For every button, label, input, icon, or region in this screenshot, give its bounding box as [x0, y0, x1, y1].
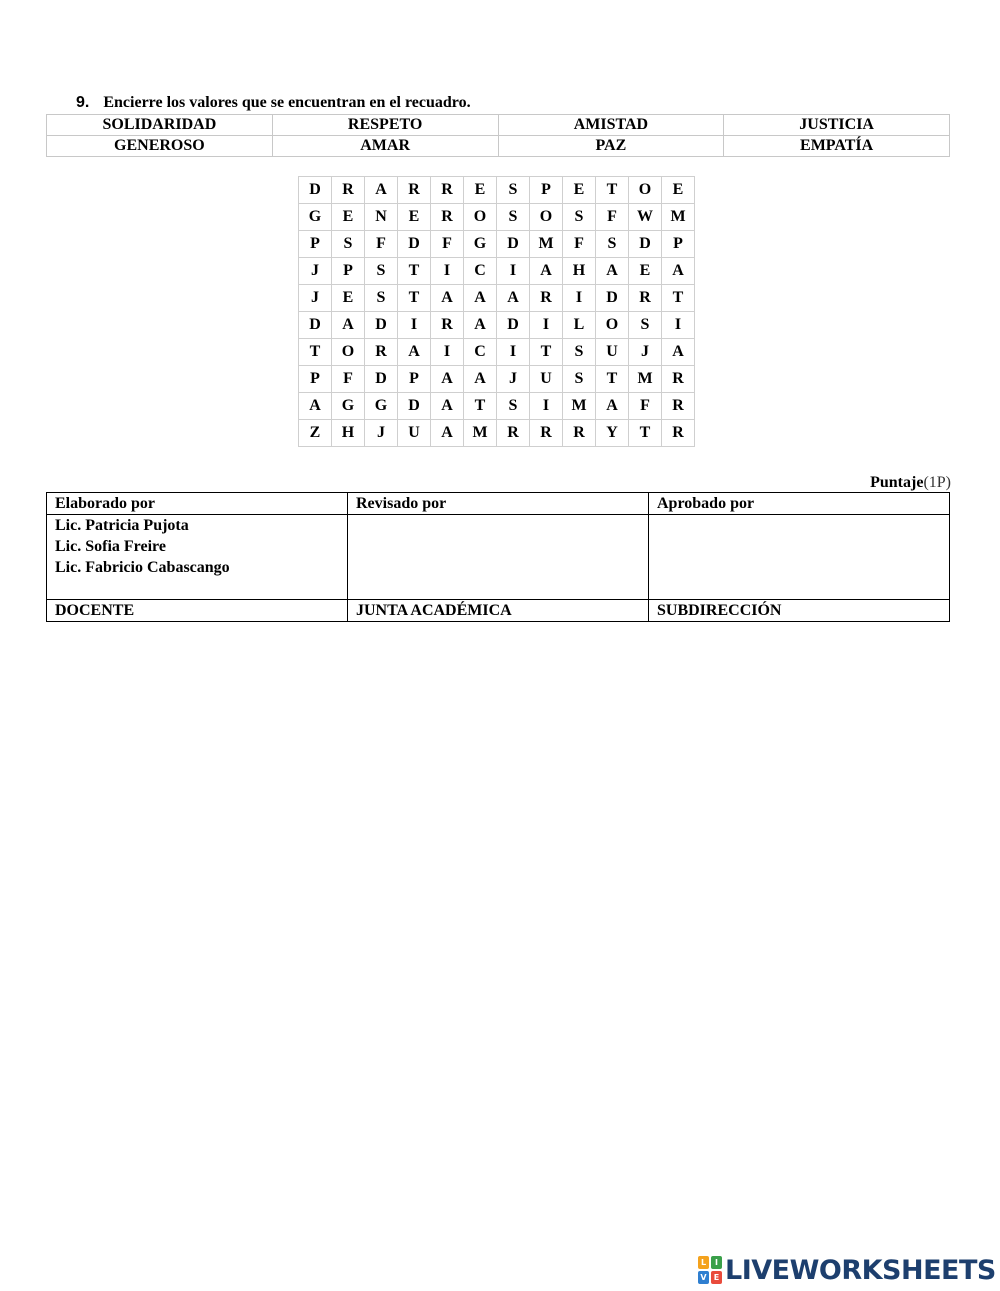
grid-letter-cell[interactable]: R [662, 393, 695, 420]
value-cell: EMPATÍA [724, 136, 950, 157]
grid-letter-cell[interactable]: G [365, 393, 398, 420]
value-cell: JUSTICIA [724, 115, 950, 136]
header-elaborado: Elaborado por [47, 493, 348, 515]
grid-letter-cell[interactable]: T [398, 258, 431, 285]
grid-letter-cell[interactable]: T [464, 393, 497, 420]
grid-letter-cell[interactable]: T [398, 285, 431, 312]
grid-letter-cell[interactable]: S [332, 231, 365, 258]
grid-letter-cell[interactable]: S [365, 258, 398, 285]
grid-letter-cell[interactable]: R [431, 204, 464, 231]
grid-letter-cell[interactable]: F [629, 393, 662, 420]
grid-letter-cell[interactable]: I [497, 258, 530, 285]
grid-row [299, 393, 695, 420]
grid-letter-cell[interactable]: P [530, 177, 563, 204]
grid-letter-cell[interactable]: D [497, 231, 530, 258]
grid-row [299, 339, 695, 366]
grid-letter-cell[interactable]: D [365, 312, 398, 339]
grid-letter-cell[interactable]: I [530, 312, 563, 339]
grid-letter-cell[interactable]: R [530, 420, 563, 447]
approver-cell [649, 515, 950, 600]
value-cell: AMAR [272, 136, 498, 157]
logo-blocks-icon [698, 1256, 722, 1284]
grid-letter-cell[interactable]: T [662, 285, 695, 312]
grid-letter-cell[interactable]: D [398, 393, 431, 420]
grid-letter-cell[interactable]: A [365, 177, 398, 204]
grid-letter-cell[interactable]: F [596, 204, 629, 231]
grid-letter-cell[interactable]: D [398, 231, 431, 258]
grid-letter-cell[interactable]: I [431, 339, 464, 366]
liveworksheets-logo [698, 1256, 996, 1284]
grid-letter-cell[interactable]: S [563, 204, 596, 231]
grid-letter-cell[interactable]: A [431, 420, 464, 447]
grid-letter-cell[interactable]: N [365, 204, 398, 231]
values-table [46, 114, 950, 157]
grid-letter-cell[interactable]: E [662, 177, 695, 204]
value-cell: AMISTAD [498, 115, 724, 136]
grid-letter-cell[interactable]: S [497, 204, 530, 231]
grid-letter-cell[interactable]: F [563, 231, 596, 258]
grid-letter-cell[interactable]: A [332, 312, 365, 339]
grid-letter-cell[interactable]: D [596, 285, 629, 312]
header-aprobado: Aprobado por [649, 493, 950, 515]
grid-letter-cell[interactable]: A [662, 339, 695, 366]
grid-letter-cell[interactable]: R [563, 420, 596, 447]
grid-letter-cell[interactable]: A [398, 339, 431, 366]
grid-letter-cell[interactable]: A [464, 285, 497, 312]
grid-letter-cell[interactable]: A [299, 393, 332, 420]
grid-letter-cell[interactable]: T [596, 177, 629, 204]
grid-row [299, 204, 695, 231]
grid-letter-cell[interactable]: D [497, 312, 530, 339]
grid-letter-cell[interactable]: J [299, 285, 332, 312]
grid-letter-cell[interactable]: O [530, 204, 563, 231]
grid-letter-cell[interactable]: E [563, 177, 596, 204]
score-title: Puntaje [870, 474, 924, 491]
author-name: Lic. Patricia Pujota [55, 517, 189, 534]
grid-letter-cell[interactable]: P [332, 258, 365, 285]
grid-letter-cell[interactable]: E [398, 204, 431, 231]
grid-letter-cell[interactable]: E [464, 177, 497, 204]
question-text: Encierre los valores que se encuentran en el recuadro. [103, 94, 471, 111]
grid-letter-cell[interactable]: U [530, 366, 563, 393]
grid-letter-cell[interactable]: C [464, 258, 497, 285]
grid-letter-cell[interactable]: M [464, 420, 497, 447]
grid-letter-cell[interactable]: C [464, 339, 497, 366]
grid-letter-cell[interactable]: A [431, 366, 464, 393]
grid-letter-cell[interactable]: M [530, 231, 563, 258]
grid-letter-cell[interactable]: T [596, 366, 629, 393]
grid-letter-cell[interactable]: T [629, 420, 662, 447]
grid-row [299, 231, 695, 258]
question-number: 9. [76, 94, 90, 111]
footer-junta: JUNTA ACADÉMICA [348, 600, 649, 622]
grid-letter-cell[interactable]: Y [596, 420, 629, 447]
value-cell: PAZ [498, 136, 724, 157]
grid-letter-cell[interactable]: U [398, 420, 431, 447]
grid-letter-cell[interactable]: P [299, 231, 332, 258]
grid-letter-cell[interactable]: I [563, 285, 596, 312]
grid-letter-cell[interactable]: E [629, 258, 662, 285]
grid-letter-cell[interactable]: O [332, 339, 365, 366]
grid-letter-cell[interactable]: I [530, 393, 563, 420]
value-cell: SOLIDARIDAD [47, 115, 273, 136]
grid-letter-cell[interactable]: R [332, 177, 365, 204]
grid-letter-cell[interactable]: D [365, 366, 398, 393]
values-row [47, 136, 950, 157]
value-cell: RESPETO [272, 115, 498, 136]
grid-letter-cell[interactable]: M [629, 366, 662, 393]
authors-cell [47, 515, 348, 600]
grid-letter-cell[interactable]: P [299, 366, 332, 393]
score-value: (1P) [923, 474, 951, 491]
values-row [47, 115, 950, 136]
grid-letter-cell[interactable]: P [662, 231, 695, 258]
grid-letter-cell[interactable]: J [629, 339, 662, 366]
grid-letter-cell[interactable]: R [662, 420, 695, 447]
grid-letter-cell[interactable]: E [332, 285, 365, 312]
grid-letter-cell[interactable]: A [497, 285, 530, 312]
grid-letter-cell[interactable]: E [332, 204, 365, 231]
grid-letter-cell[interactable]: I [662, 312, 695, 339]
grid-letter-cell[interactable]: I [398, 312, 431, 339]
grid-letter-cell[interactable]: H [563, 258, 596, 285]
grid-letter-cell[interactable]: D [299, 312, 332, 339]
logo-block: I [711, 1256, 722, 1269]
grid-row [299, 285, 695, 312]
grid-letter-cell[interactable]: R [365, 339, 398, 366]
grid-letter-cell[interactable]: R [530, 285, 563, 312]
grid-letter-cell[interactable]: R [431, 312, 464, 339]
grid-letter-cell[interactable]: A [431, 393, 464, 420]
grid-letter-cell[interactable]: S [497, 393, 530, 420]
grid-letter-cell[interactable]: U [596, 339, 629, 366]
footer-subdireccion: SUBDIRECCIÓN [649, 600, 950, 622]
grid-letter-cell[interactable]: J [365, 420, 398, 447]
grid-letter-cell[interactable]: O [464, 204, 497, 231]
grid-letter-cell[interactable]: O [629, 177, 662, 204]
grid-letter-cell[interactable]: F [332, 366, 365, 393]
grid-letter-cell[interactable]: R [398, 177, 431, 204]
grid-letter-cell[interactable]: G [299, 204, 332, 231]
grid-letter-cell[interactable]: R [497, 420, 530, 447]
grid-letter-cell[interactable]: A [530, 258, 563, 285]
grid-letter-cell[interactable]: W [629, 204, 662, 231]
grid-letter-cell[interactable]: S [365, 285, 398, 312]
grid-letter-cell[interactable]: S [596, 231, 629, 258]
grid-letter-cell[interactable]: H [332, 420, 365, 447]
grid-letter-cell[interactable]: G [332, 393, 365, 420]
grid-letter-cell[interactable]: D [299, 177, 332, 204]
grid-letter-cell[interactable]: A [464, 312, 497, 339]
grid-row [299, 366, 695, 393]
grid-row [299, 177, 695, 204]
grid-letter-cell[interactable]: M [662, 204, 695, 231]
grid-letter-cell[interactable]: Z [299, 420, 332, 447]
grid-letter-cell[interactable]: A [464, 366, 497, 393]
question-heading [76, 94, 471, 112]
grid-letter-cell[interactable]: S [629, 312, 662, 339]
header-revisado: Revisado por [348, 493, 649, 515]
grid-row [299, 312, 695, 339]
grid-letter-cell[interactable]: M [563, 393, 596, 420]
grid-letter-cell[interactable]: R [431, 177, 464, 204]
signature-table [46, 492, 950, 622]
value-cell: GENEROSO [47, 136, 273, 157]
grid-letter-cell[interactable]: T [530, 339, 563, 366]
reviewer-cell [348, 515, 649, 600]
grid-letter-cell[interactable]: R [629, 285, 662, 312]
grid-letter-cell[interactable]: R [662, 366, 695, 393]
grid-letter-cell[interactable]: L [563, 312, 596, 339]
grid-letter-cell[interactable]: S [497, 177, 530, 204]
logo-block: L [698, 1256, 709, 1269]
grid-letter-cell[interactable]: A [662, 258, 695, 285]
grid-letter-cell[interactable]: G [464, 231, 497, 258]
grid-letter-cell[interactable]: F [365, 231, 398, 258]
grid-letter-cell[interactable]: F [431, 231, 464, 258]
logo-block: V [698, 1271, 709, 1284]
grid-letter-cell[interactable]: S [563, 366, 596, 393]
logo-word: LIVEWORKSHEETS [725, 1254, 996, 1286]
score-label [870, 474, 951, 492]
word-search-grid[interactable] [298, 176, 695, 447]
grid-letter-cell[interactable]: I [497, 339, 530, 366]
grid-letter-cell[interactable]: J [299, 258, 332, 285]
grid-letter-cell[interactable]: T [299, 339, 332, 366]
grid-letter-cell[interactable]: A [596, 258, 629, 285]
grid-letter-cell[interactable]: S [563, 339, 596, 366]
grid-letter-cell[interactable]: J [497, 366, 530, 393]
grid-row [299, 420, 695, 447]
author-name: Lic. Fabricio Cabascango [55, 559, 230, 576]
author-name: Lic. Sofia Freire [55, 538, 166, 555]
grid-letter-cell[interactable]: D [629, 231, 662, 258]
grid-letter-cell[interactable]: P [398, 366, 431, 393]
grid-row [299, 258, 695, 285]
grid-letter-cell[interactable]: A [596, 393, 629, 420]
grid-letter-cell[interactable]: O [596, 312, 629, 339]
footer-docente: DOCENTE [47, 600, 348, 622]
grid-letter-cell[interactable]: A [431, 285, 464, 312]
grid-letter-cell[interactable]: I [431, 258, 464, 285]
logo-block: E [711, 1271, 722, 1284]
